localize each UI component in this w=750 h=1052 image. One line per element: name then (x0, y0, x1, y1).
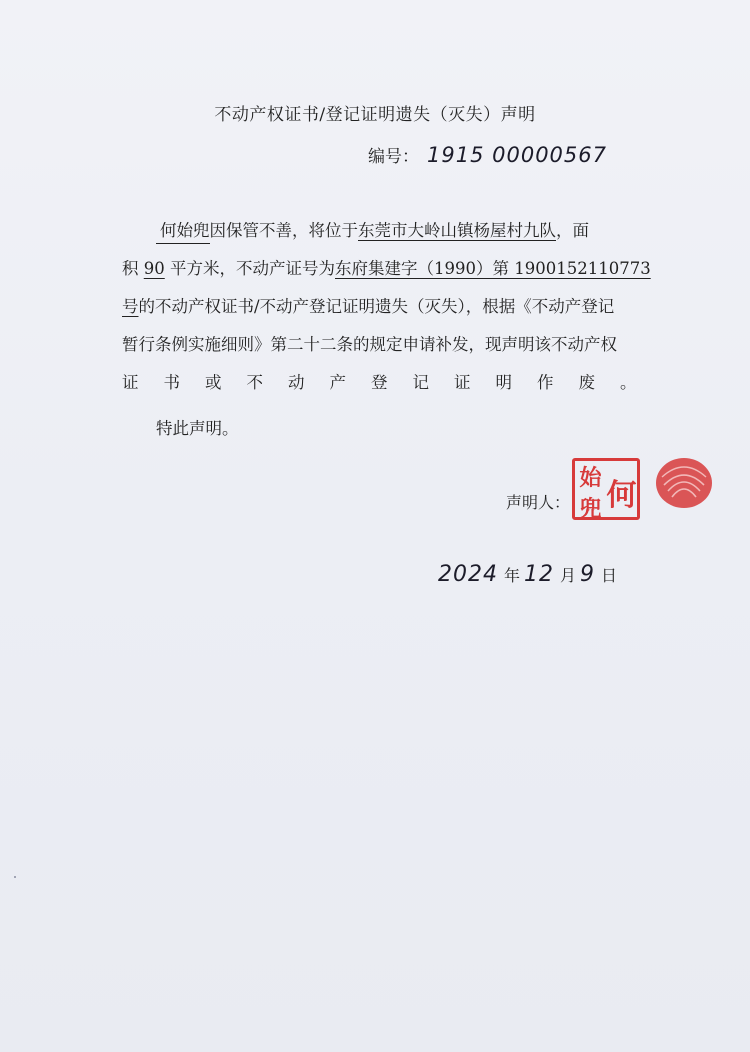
serial-number-value: 1915 00000567 (427, 143, 608, 167)
body-text-segment: ，面 (556, 221, 589, 240)
body-text-segment: 暂行条例实施细则》第二十二条的规定申请补发，现声明该不动产权 (122, 335, 617, 354)
property-area: 90 (143, 259, 165, 278)
certificate-number: 东府集建字（1990）第 1900152110773 (335, 259, 651, 278)
closing-statement: 特此声明。 (156, 419, 239, 438)
seal-character: 始 (579, 465, 602, 491)
date-year: 2024 (438, 562, 498, 587)
date-day-unit: 日 (601, 566, 618, 585)
name-seal-stamp (572, 458, 640, 520)
scan-speck (14, 876, 16, 878)
owner-name: 何始兜 (156, 219, 210, 244)
body-text-segment: 积 (122, 259, 139, 278)
body-line-5 (122, 364, 662, 402)
document-title: 不动产权证书/登记证明遗失（灭失）声明 (214, 105, 536, 125)
certificate-number-end: 号 (122, 297, 139, 316)
body-line-4 (122, 326, 642, 364)
seal-character: 兜 (579, 496, 602, 522)
date-month: 12 (524, 562, 555, 587)
serial-number-label: 编号： (368, 147, 419, 167)
body-text-segment: 因保管不善，将位于 (209, 221, 358, 240)
declaration-body (122, 212, 662, 448)
body-text-segment: 平方米，不动产证号为 (170, 259, 335, 278)
body-text-segment: 证书或不动产登记证明作废。 (122, 373, 662, 392)
property-location: 东莞市大岭山镇杨屋村九队 (358, 221, 556, 240)
signing-date (438, 562, 621, 587)
date-year-unit: 年 (504, 566, 521, 585)
serial-number (368, 142, 607, 167)
fingerprint-stamp (652, 455, 716, 513)
seal-character: 何 (606, 478, 637, 513)
body-line-2 (122, 250, 651, 288)
signer-label: 声明人： (506, 493, 571, 512)
body-line-3 (122, 288, 642, 326)
body-text-segment: 的不动产权证书/不动产登记证明遗失（灭失），根据《不动产登记 (138, 297, 615, 316)
date-day: 9 (580, 562, 596, 587)
body-line-1 (122, 212, 642, 250)
date-month-unit: 月 (560, 566, 577, 585)
